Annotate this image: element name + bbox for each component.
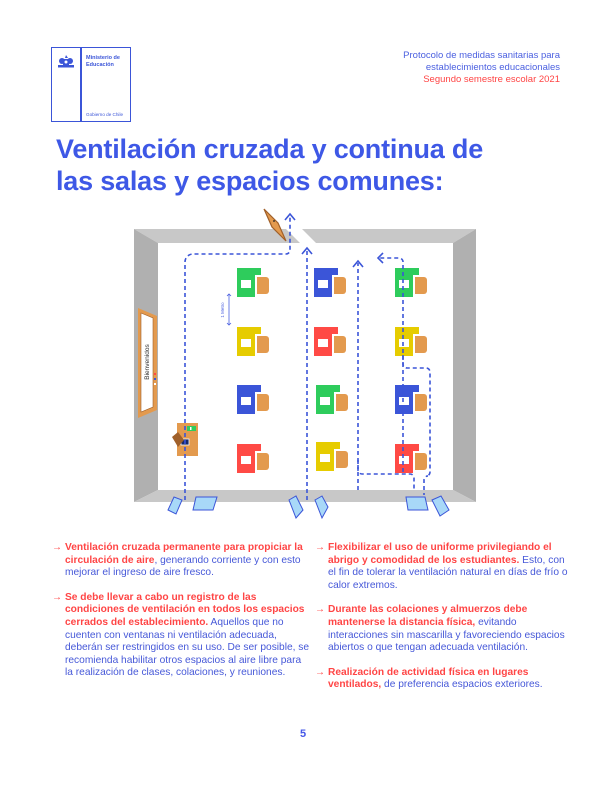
page-number: 5	[300, 728, 307, 740]
semester-label: Segundo semestre escolar 2021	[423, 74, 560, 85]
ministry-line1: Ministerio de	[86, 55, 120, 61]
protocol-title-line1: Protocolo de medidas sanitarias para	[403, 50, 560, 61]
title-line1: Ventilación cruzada y continua de	[56, 134, 484, 164]
bullet-text: de preferencia espacios exteriores.	[381, 679, 543, 691]
protocol-title-line2: establecimientos educacionales	[425, 62, 560, 73]
bullet-uniform	[315, 542, 573, 592]
right-wall	[453, 229, 476, 502]
bullet-text: , generando corriente y con esto mejorar el ingreso de aire fresco.	[65, 554, 301, 579]
svg-text:Bienvenidos: Bienvenidos	[144, 344, 151, 380]
welcome-board	[138, 308, 157, 418]
bullet-text: Esto, con el fin de tolerar la ventilación natural en días de frío o calor extremos.	[328, 554, 568, 591]
arrow-right-icon: →	[52, 591, 62, 603]
bullet-emphasis: Se debe llevar a cabo un registro de las condiciones de ventilación en todos los espacios cerrados del establecimiento.	[65, 591, 305, 628]
title-line2: las salas y espacios comunes:	[56, 166, 444, 196]
arrow-right-icon: →	[315, 666, 325, 678]
ministry-line2: Educación	[86, 61, 114, 68]
bullet-physical-activity	[315, 666, 573, 692]
right-column	[315, 542, 573, 704]
svg-text:1 Metro: 1 Metro	[220, 302, 225, 318]
left-column	[52, 542, 310, 692]
arrow-right-icon: →	[52, 542, 62, 553]
bullet-text: evitando interacciones sin mascarilla y favoreciendo espacios abiertos o que tengan adecuada ventilación.	[328, 616, 565, 654]
arrow-right-icon: →	[315, 542, 325, 553]
bullet-emphasis: Durante las colaciones y almuerzos debe mantenerse la distancia física,	[328, 604, 528, 628]
government-label: Gobierno de Chile	[86, 112, 124, 117]
bullet-cross-ventilation	[52, 542, 310, 580]
arrow-right-icon: →	[315, 604, 325, 616]
bullet-emphasis: Flexibilizar el uso de uniforme privilegiando el abrigo y comodidad de los estudiantes.	[328, 542, 552, 566]
bullet-emphasis: Ventilación cruzada permanente para propiciar la circulación de aire	[65, 542, 303, 566]
bullet-ventilation-registry	[52, 591, 310, 680]
bullet-meal-distance	[315, 604, 573, 654]
bullet-emphasis: Realización de actividad física en lugares ventilados,	[328, 666, 529, 691]
bullet-text: Aquellos que no cuenten con ventanas ni ventilación adecuada, deberán ser restringidos en su uso. De ser posible, se recomienda habilitar otros espacios al aire libre para la realización de clases, colaciones, y reuniones.	[65, 616, 310, 679]
